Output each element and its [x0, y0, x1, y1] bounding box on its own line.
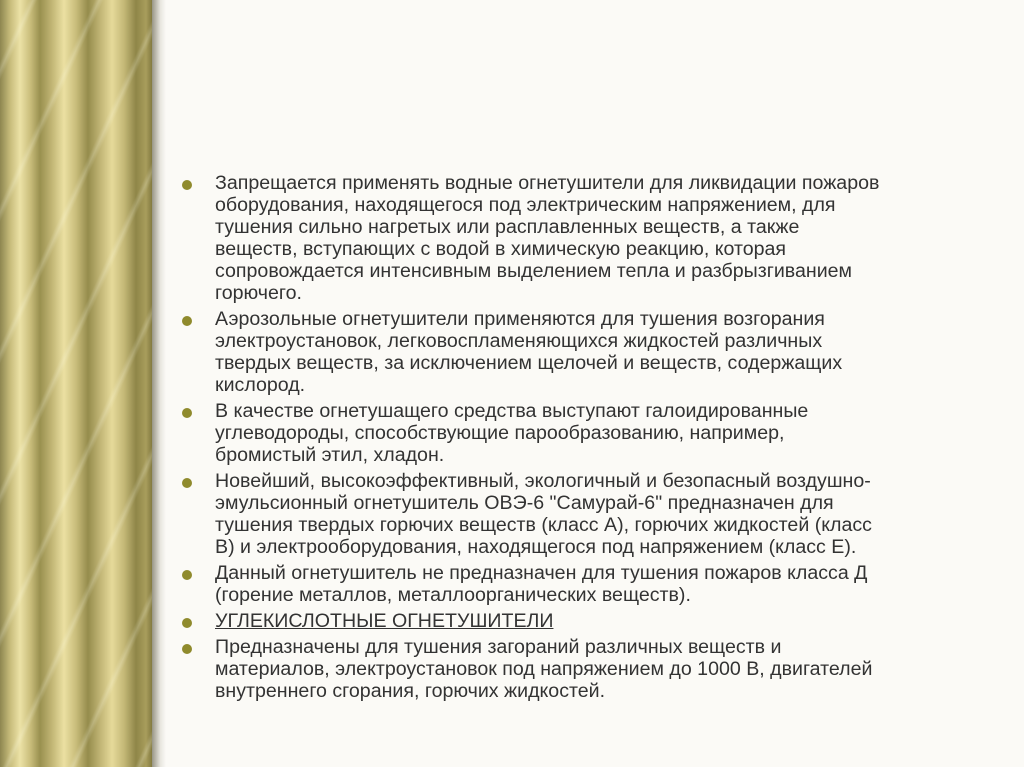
bullet-item-ove6-extinguisher	[180, 470, 1000, 558]
bullet-dot-icon	[182, 478, 192, 488]
bullet-text-line: углеводороды, способствующие парообразованию, например,	[215, 422, 785, 444]
bullet-text-line: электроустановок, легковоспламеняющихся жидкостей различных	[215, 330, 823, 352]
bullet-item-co2-purpose	[180, 636, 1000, 702]
bullet-dot-icon	[182, 570, 192, 580]
bullet-text-line: Запрещается применять водные огнетушители для ликвидации пожаров	[215, 172, 880, 194]
bullet-dot-icon	[182, 618, 192, 628]
bullet-text-line: внутреннего сгорания, горючих жидкостей.	[215, 680, 606, 702]
bullet-text-line: бромистый этил, хладон.	[215, 444, 445, 466]
bullet-text-line: В) и электрооборудования, находящегося под напряжением (класс Е).	[215, 536, 857, 558]
bullet-text-line: тушения твердых горючих веществ (класс А), горючих жидкостей (класс	[215, 514, 872, 536]
bullet-text-line: В качестве огнетушащего средства выступают галоидированные	[215, 400, 809, 422]
bullet-dot-icon	[182, 180, 192, 190]
bullet-item-extinguishing-agent	[180, 400, 1000, 466]
bullet-text-line: веществ, вступающих с водой в химическую реакцию, которая	[215, 238, 787, 260]
panel-shadow	[152, 0, 166, 767]
bullet-item-co2-heading	[180, 610, 1000, 632]
bullet-dot-icon	[182, 644, 192, 654]
bullet-list	[180, 172, 1000, 702]
bullet-text-line: Новейший, высокоэффективный, экологичный и безопасный воздушно-	[215, 470, 871, 492]
bullet-dot-icon	[182, 408, 192, 418]
bullet-text-line: горючего.	[215, 282, 302, 304]
bullet-text-line: материалов, электроустановок под напряжением до 1000 В, двигателей	[215, 658, 873, 680]
bullet-text-line: сопровождается интенсивным выделением тепла и разбрызгиванием	[215, 260, 853, 282]
bullet-text-line: Аэрозольные огнетушители применяются для тушения возгорания	[215, 308, 825, 330]
decorative-gold-panel	[0, 0, 152, 767]
slide-content	[180, 172, 1000, 706]
bullet-text-line: кислород.	[215, 374, 306, 396]
bullet-text-line: твердых веществ, за исключением щелочей и веществ, содержащих	[215, 352, 843, 374]
section-heading-co2-extinguishers: УГЛЕКИСЛОТНЫЕ ОГНЕТУШИТЕЛИ	[215, 610, 554, 632]
bullet-item-class-d-warning	[180, 562, 1000, 606]
bullet-text-line: оборудования, находящегося под электрическим напряжением, для	[215, 194, 836, 216]
bullet-text-line: Данный огнетушитель не предназначен для тушения пожаров класса Д	[215, 562, 868, 584]
bullet-text-line: Предназначены для тушения загораний различных веществ и	[215, 636, 782, 658]
bullet-item-water-extinguishers	[180, 172, 1000, 304]
bullet-item-aerosol-extinguishers	[180, 308, 1000, 396]
bullet-dot-icon	[182, 316, 192, 326]
bullet-text-line: (горение металлов, металлоорганических веществ).	[215, 584, 691, 606]
bullet-text-line: тушения сильно нагретых или расплавленных веществ, а также	[215, 216, 800, 238]
bullet-text-line: эмульсионный огнетушитель ОВЭ-6 "Самурай-6" предназначен для	[215, 492, 834, 514]
